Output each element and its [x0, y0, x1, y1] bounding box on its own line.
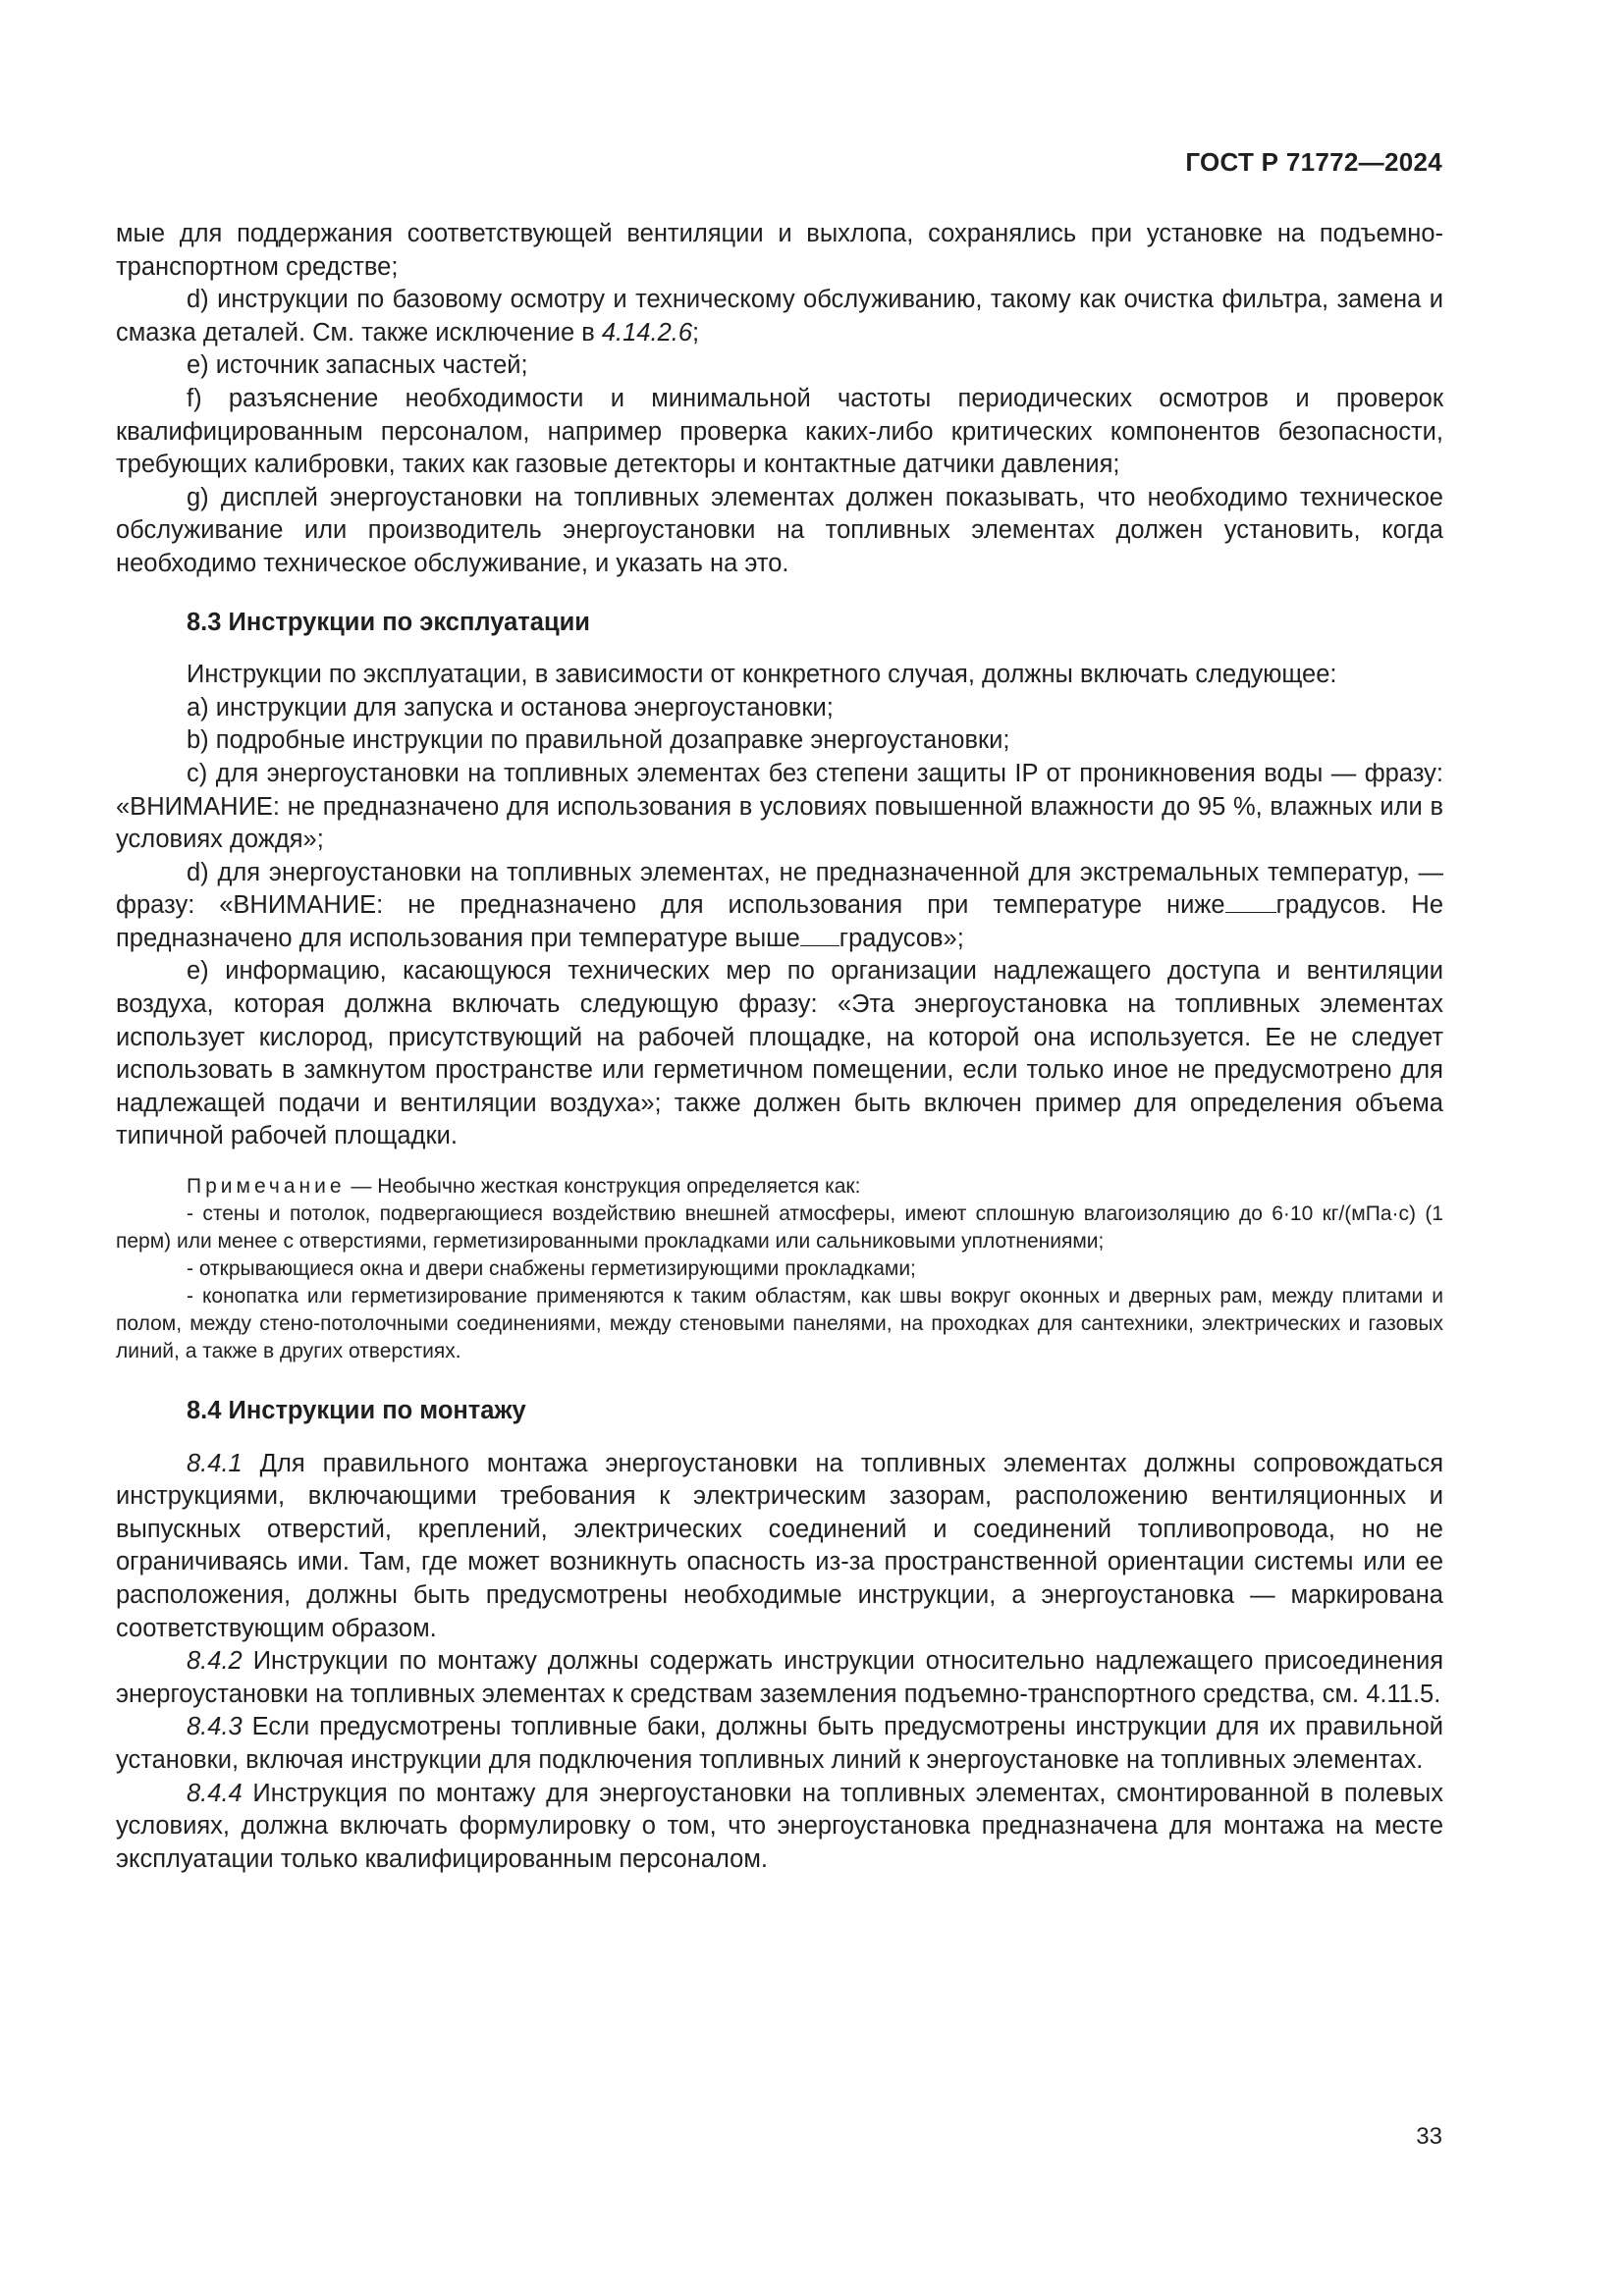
- list-item-f: f) разъяснение необходимости и минимальной частоты периодических осмотров и проверок квалифицированным персоналом, например проверка каких-либо критических компонентов безопасности, требующих калибровки, таких как газовые детекторы и контактные датчики давления;: [116, 384, 1443, 479]
- clause-8-4-2: 8.4.2 Инструкции по монтажу должны содержать инструкции относительно надлежащего присоединения энергоустановки на топливных элементах к средствам заземления подъемно-транспортного средства, см. 4.11.5.: [116, 1647, 1443, 1708]
- note-item: - стены и потолок, подвергающиеся воздействию внешней атмосферы, имеют сплошную влагоизоляцию до 6·10 кг/(мПа·с) (1 перм) или менее с отверстиями, герметизированными прокладками или сальниковыми уплотнениями;: [116, 1202, 1443, 1254]
- paragraph-continued: мые для поддержания соответствующей вентиляции и выхлопа, сохранялись при установке на подъемно-транспортном средстве;: [116, 220, 1443, 281]
- clause-8-4-1: 8.4.1 Для правильного монтажа энергоустановки на топливных элементах должны сопровождаться инструкциями, включающими требования к электрическим зазорам, расположению вентиляционных и выпускных отверстий, креплений, электрических соединений и соединений топливопровода, но не ограничиваясь ими. Там, где может возникнуть опасность из-за пространственной ориентации системы или ее расположения, должны быть предусмотрены необходимые инструкции, а энергоустановка — маркирована соответствующим образом.: [116, 1449, 1443, 1642]
- section-heading-8-4: 8.4 Инструкции по монтажу: [187, 1397, 526, 1425]
- page-body: [116, 218, 1443, 1876]
- note-label: Примечание: [187, 1175, 346, 1199]
- note-item: - конопатка или герметизирование применяются к таким областям, как швы вокруг оконных и дверных рам, между плитами и полом, между стено-потолочными соединениями, между стеновыми панелями, на проходках для сантехники, электрических и газовых линий, а также в других отверстиях.: [116, 1285, 1443, 1363]
- blank-line: [800, 924, 839, 946]
- list-item-c: c) для энергоустановки на топливных элементах без степени защиты IP от проникновения воды — фразу: «ВНИМАНИЕ: не предназначено для использования в условиях повышенной влажности до 95 %, влажных или в условиях дождя»;: [116, 759, 1443, 854]
- list-item-d: d) инструкции по базовому осмотру и техническому обслуживанию, такому как очистка фильтра, замена и смазка деталей. См. также исключение в 4.14.2.6;: [116, 286, 1443, 347]
- list-item-e-ventilation: e) информацию, касающуюся технических мер по организации надлежащего доступа и вентиляции воздуха, которая должна включать следующую фразу: «Эта энергоустановка на топливных элементах использует кислород, присутствующий на рабочей площадке, на которой она используется. Ее не следует использовать в замкнутом пространстве или герметичном помещении, если только иное не предусмотрено для надлежащей подачи и вентиляции воздуха»; также должен быть включен пример для определения объема типичной рабочей площадки.: [116, 957, 1443, 1150]
- section-intro: Инструкции по эксплуатации, в зависимости от конкретного случая, должны включать следующее:: [187, 661, 1337, 689]
- list-item-a: a) инструкции для запуска и останова энергоустановки;: [187, 693, 834, 721]
- note-text: — Необычно жесткая конструкция определяется как:: [345, 1175, 861, 1199]
- clause-8-4-3: 8.4.3 Если предусмотрены топливные баки, должны быть предусмотрены инструкции для их правильной установки, включая инструкции для подключения топливных линий к энергоустановке на топливных элементах.: [116, 1713, 1443, 1774]
- clause-reference: 4.14.2.6: [601, 318, 693, 347]
- blank-line: [1225, 890, 1276, 913]
- note-block: [116, 1173, 1443, 1365]
- clause-8-4-4: 8.4.4 Инструкция по монтажу для энергоустановки на топливных элементах, смонтированной в полевых условиях, должна включать формулировку о том, что энергоустановка предназначена для монтажа на месте эксплуатации только квалифицированным персоналом.: [116, 1779, 1443, 1873]
- list-item-e: e) источник запасных частей;: [187, 351, 528, 380]
- document-header: ГОСТ Р 71772—2024: [1185, 147, 1442, 177]
- page-number: 33: [1416, 2123, 1442, 2150]
- list-item-g: g) дисплей энергоустановки на топливных элементах должен показывать, что необходимо техническое обслуживание или производитель энергоустановки на топливных элементах должен установить, когда необходимо техническое обслуживание, и указать на это.: [116, 483, 1443, 577]
- list-item-b: b) подробные инструкции по правильной дозаправке энергоустановки;: [187, 726, 1010, 755]
- section-heading-8-3: 8.3 Инструкции по эксплуатации: [187, 608, 590, 636]
- note-item: - открывающиеся окна и двери снабжены герметизирующими прокладками;: [187, 1257, 916, 1281]
- list-item-d-temperature: d) для энергоустановки на топливных элементах, не предназначенной для экстремальных температур, — фразу: «ВНИМАНИЕ: не предназначено для использования при температуре ниже градусов. Не предназначено для использования при температуре выше градусов»;: [116, 858, 1443, 952]
